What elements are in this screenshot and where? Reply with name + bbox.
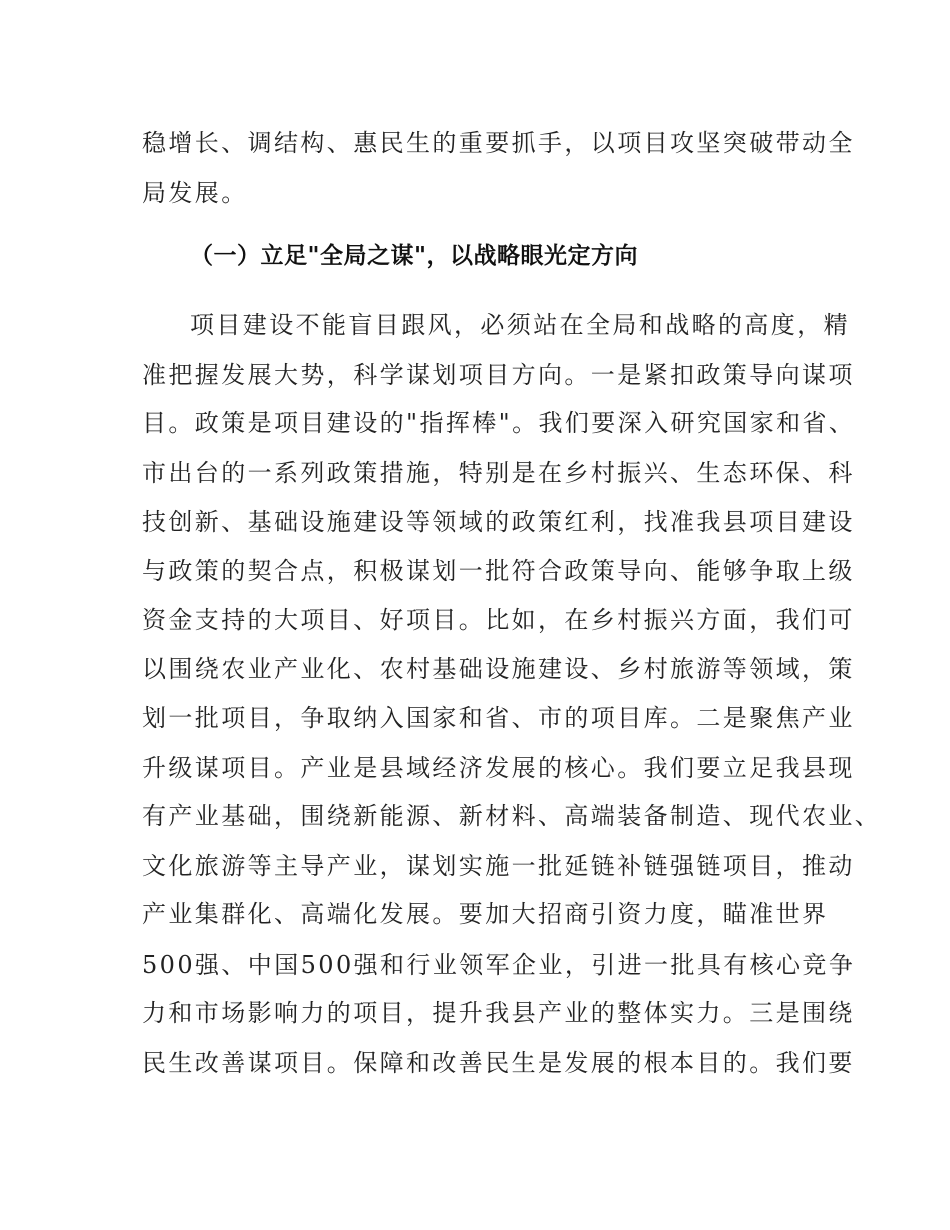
body-line-6: 与政策的契合点，积极谋划一批符合政策导向、能够争取上级 bbox=[142, 557, 855, 585]
intro-line-1: 稳增长、调结构、惠民生的重要抓手，以项目攻坚突破带动全 bbox=[142, 129, 855, 157]
body-line-1: 项目建设不能盲目跟风，必须站在全局和战略的高度，精 bbox=[190, 311, 850, 339]
body-line-15: 力和市场影响力的项目，提升我县产业的整体实力。三是围绕 bbox=[142, 999, 855, 1027]
body-line-12: 文化旅游等主导产业，谋划实施一批延链补链强链项目，推动 bbox=[142, 852, 855, 880]
body-line-16: 民生改善谋项目。保障和改善民生是发展的根本目的。我们要 bbox=[142, 1049, 855, 1077]
body-line-13: 产业集群化、高端化发展。要加大招商引资力度，瞄准世界 bbox=[142, 900, 829, 928]
body-line-2: 准把握发展大势，科学谋划项目方向。一是紧扣政策导向谋项 bbox=[142, 361, 855, 389]
body-line-7: 资金支持的大项目、好项目。比如，在乡村振兴方面，我们可 bbox=[142, 606, 855, 634]
body-line-9: 划一批项目，争取纳入国家和省、市的项目库。二是聚焦产业 bbox=[142, 704, 855, 732]
intro-line-2: 局发展。 bbox=[142, 179, 248, 207]
section-heading: （一）立足"全局之谋"，以战略眼光定方向 bbox=[190, 243, 638, 269]
body-line-11: 有产业基础，围绕新能源、新材料、高端装备制造、现代农业、 bbox=[142, 802, 882, 830]
body-line-8: 以围绕农业产业化、农村基础设施建设、乡村旅游等领域，策 bbox=[142, 655, 855, 683]
body-line-5: 技创新、基础设施建设等领域的政策红利，找准我县项目建设 bbox=[142, 508, 855, 536]
body-line-4: 市出台的一系列政策措施，特别是在乡村振兴、生态环保、科 bbox=[142, 459, 855, 487]
body-line-3: 目。政策是项目建设的"指挥棒"。我们要深入研究国家和省、 bbox=[142, 409, 856, 437]
body-line-14: 500强、中国500强和行业领军企业，引进一批具有核心竞争 bbox=[142, 951, 856, 979]
body-line-10: 升级谋项目。产业是县域经济发展的核心。我们要立足我县现 bbox=[142, 754, 855, 782]
